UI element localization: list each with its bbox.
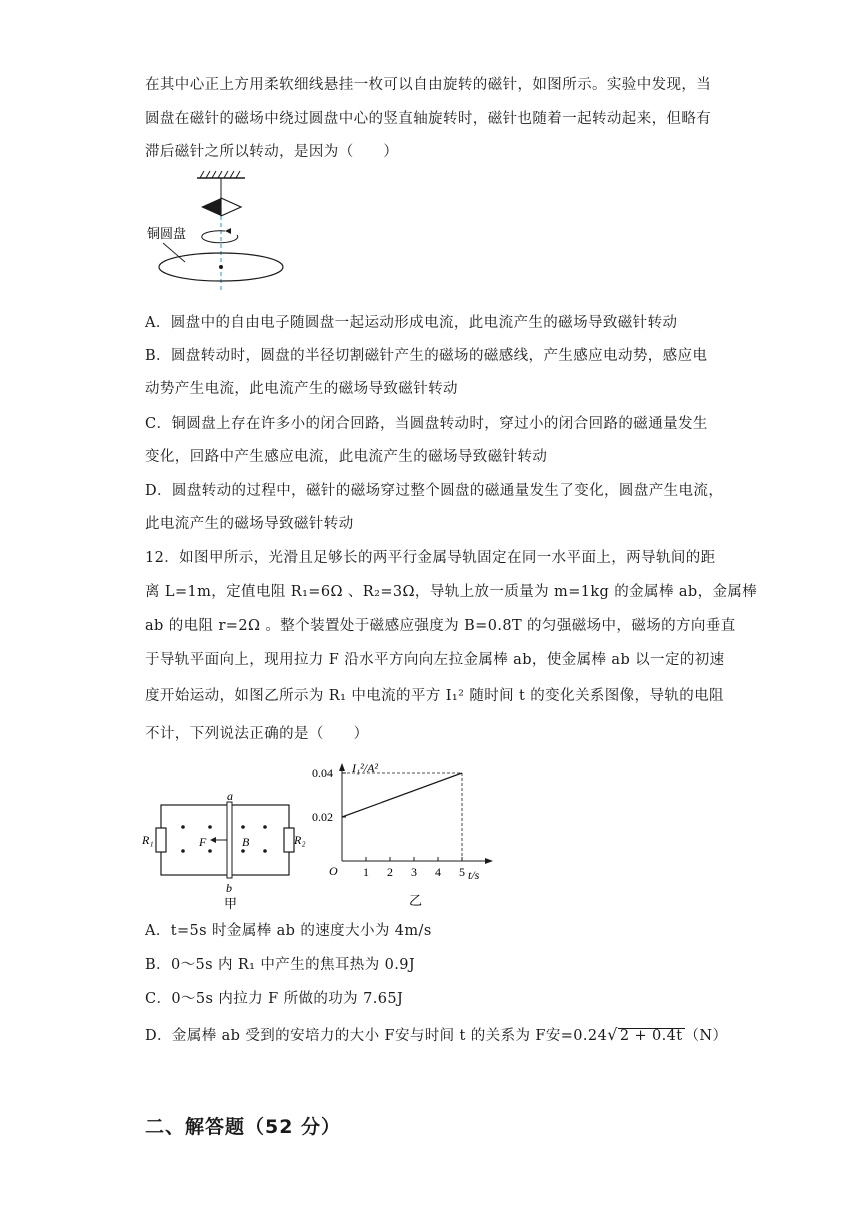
q11-option-d-cont: 此电流产生的磁场导致磁针转动 — [145, 516, 354, 532]
q12-option-d-radicand: 2 + 0.4t — [619, 1028, 683, 1044]
q11-option-b-cont: 动势产生电流，此电流产生的磁场导致磁针转动 — [145, 381, 458, 397]
q12-option-d-prefix: D．金属棒 ab 受到的安培力的大小 F安与时间 t 的关系为 F安=0.24 — [145, 1028, 608, 1044]
q11-line-2: 圆盘在磁针的磁场中绕过圆盘中心的竖直轴旋转时，磁针也随着一起转动起来，但略有 — [145, 111, 712, 127]
y-tick-label: 0.02 — [312, 810, 333, 824]
q12-option-a: A．t=5s 时金属棒 ab 的速度大小为 4m/s — [145, 923, 432, 939]
q12-option-c: C．0～5s 内拉力 F 所做的功为 7.65J — [145, 991, 404, 1007]
q11-option-a: A．圆盘中的自由电子随圆盘一起运动形成电流，此电流产生的磁场导致磁针转动 — [145, 315, 678, 331]
origin-label: O — [329, 864, 338, 878]
r1-resistor — [156, 828, 166, 852]
q12-option-d-suffix: （N） — [684, 1028, 728, 1044]
series-line — [342, 773, 462, 817]
q12-line-6: 不计，下列说法正确的是（ ） — [145, 726, 369, 742]
q11-line-3: 滞后磁针之所以转动，是因为（ ） — [145, 144, 399, 160]
x-tick-label: 3 — [411, 865, 417, 879]
label-F: F — [199, 835, 207, 849]
q12-line-4: 于导轨平面向上，现用拉力 F 沿水平方向向左拉金属棒 ab，使金属棒 ab 以一定的初速 — [145, 652, 725, 668]
x-tick-label: 5 — [459, 865, 465, 879]
metal-rod-ab — [227, 802, 232, 878]
q12-option-b: B．0～5s 内 R₁ 中产生的焦耳热为 0.9J — [145, 957, 416, 973]
q12-line-5: 度开始运动，如图乙所示为 R₁ 中电流的平方 I₁² 随时间 t 的变化关系图像，导轨的电阻 — [145, 688, 724, 704]
section-heading: 二、解答题（52 分） — [145, 1116, 342, 1138]
x-tick-label: 2 — [387, 865, 393, 879]
x-tick-label: 4 — [435, 865, 441, 879]
circuit-figure — [140, 792, 315, 912]
q12-line-2: 离 L=1m，定值电阻 R₁=6Ω 、R₂=3Ω，导轨上放一质量为 m=1kg 的金属棒 ab，金属棒 — [145, 584, 758, 600]
q12-line-1: 12．如图甲所示，光滑且足够长的两平行金属导轨固定在同一水平面上，两导轨间的距 — [145, 550, 716, 566]
label-R1: R₁ — [142, 833, 154, 847]
q11-option-d: D．圆盘转动的过程中，磁针的磁场穿过整个圆盘的磁通量发生了变化，圆盘产生电流， — [145, 483, 724, 499]
q11-option-c-cont: 变化，回路中产生感应电流，此电流产生的磁场导致磁针转动 — [145, 449, 548, 465]
x-axis-label: t/s — [468, 868, 480, 882]
circuit-caption: 甲 — [224, 896, 238, 911]
y-axis-label: I₁²/A² — [352, 761, 379, 775]
magnet-disc-figure — [145, 170, 285, 295]
label-a: a — [227, 792, 233, 803]
r2-resistor — [284, 828, 294, 852]
y-tick-label: 0.04 — [312, 766, 333, 780]
q12-option-d: D．金属棒 ab 受到的安培力的大小 F安与时间 t 的关系为 F安=0.24√ 2 + 0.4t （N） — [145, 1025, 728, 1044]
copper-disc-label: 铜圆盘 — [147, 226, 187, 241]
q11-line-1: 在其中心正上方用柔软细线悬挂一枚可以自由旋转的磁针，如图所示。实验中发现，当 — [145, 77, 712, 93]
q11-option-b: B．圆盘转动时，圆盘的半径切割磁针产生的磁场的磁感线，产生感应电动势，感应电 — [145, 348, 708, 364]
label-R2: R₂ — [294, 833, 306, 847]
label-b: b — [226, 881, 232, 895]
current-squared-chart — [310, 755, 515, 915]
chart-caption: 乙 — [409, 893, 423, 908]
label-B: B — [242, 835, 250, 849]
q11-option-c: C．铜圆盘上存在许多小的闭合回路，当圆盘转动时，穿过小的闭合回路的磁通量发生 — [145, 416, 708, 432]
q12-line-3: ab 的电阻 r=2Ω 。整个装置处于磁感应强度为 B=0.8T 的匀强磁场中，磁场的方向垂直 — [145, 618, 736, 634]
x-tick-label: 1 — [363, 865, 369, 879]
